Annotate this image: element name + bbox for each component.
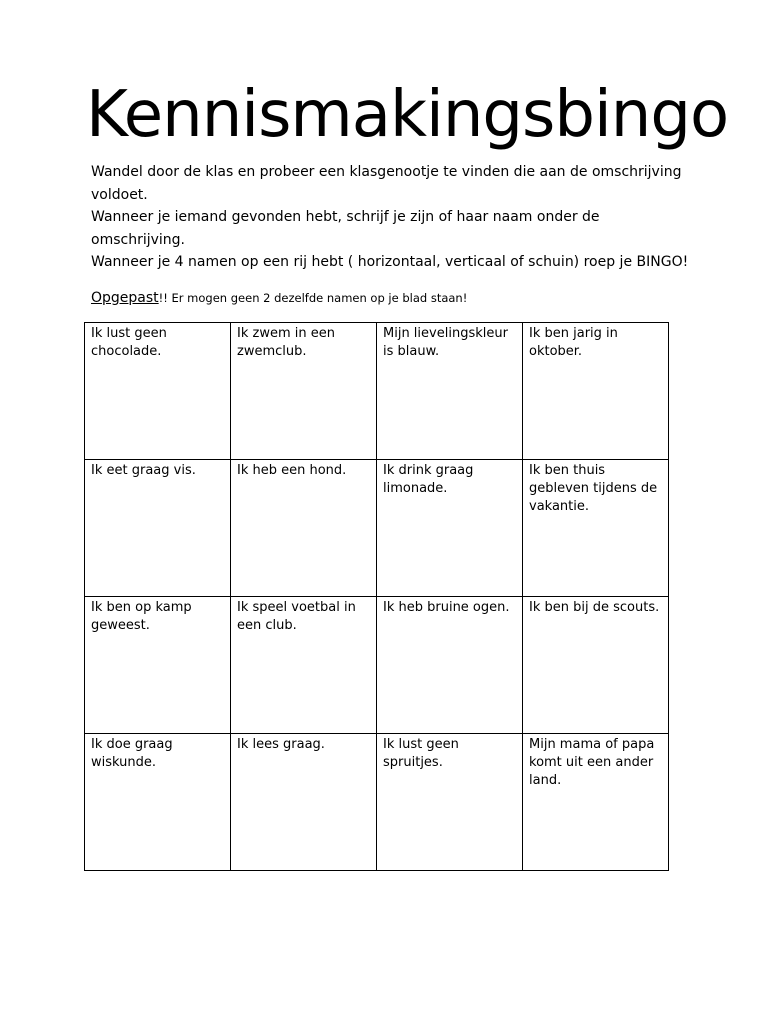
bingo-row: [85, 597, 669, 734]
bingo-cell: Mijn lievelingskleur is blauw.: [377, 323, 523, 460]
bingo-cell: Ik lees graag.: [231, 734, 377, 871]
warning-text: !! Er mogen geen 2 dezelfde namen op je blad staan!: [158, 291, 468, 305]
bingo-cell: Ik ben thuis gebleven tijdens de vakantie.: [523, 460, 669, 597]
instruction-line: Wandel door de klas en probeer een klasgenootje te vinden die aan de omschrijving voldoet.: [91, 164, 682, 203]
bingo-row: [85, 734, 669, 871]
instruction-line: Wanneer je iemand gevonden hebt, schrijf je zijn of haar naam onder de omschrijving.: [91, 209, 600, 248]
bingo-cell: Ik ben bij de scouts.: [523, 597, 669, 734]
bingo-cell: Ik ben jarig in oktober.: [523, 323, 669, 460]
bingo-cell: Ik lust geen spruitjes.: [377, 734, 523, 871]
bingo-cell: Ik heb bruine ogen.: [377, 597, 523, 734]
bingo-cell: Ik heb een hond.: [231, 460, 377, 597]
bingo-row: [85, 323, 669, 460]
bingo-cell: Mijn mama of papa komt uit een ander land.: [523, 734, 669, 871]
bingo-cell: Ik zwem in een zwemclub.: [231, 323, 377, 460]
warning-word: Opgepast: [91, 290, 159, 306]
page-title: Kennismakingsbingo: [86, 78, 729, 152]
warning-note: [91, 287, 467, 308]
bingo-cell: Ik speel voetbal in een club.: [231, 597, 377, 734]
instruction-line: Wanneer je 4 namen op een rij hebt ( horizontaal, verticaal of schuin) roep je BINGO!: [91, 254, 689, 270]
bingo-cell: Ik eet graag vis.: [85, 460, 231, 597]
bingo-cell: Ik doe graag wiskunde.: [85, 734, 231, 871]
instructions: [91, 161, 691, 274]
bingo-grid: [84, 322, 669, 871]
bingo-cell: Ik ben op kamp geweest.: [85, 597, 231, 734]
bingo-row: [85, 460, 669, 597]
bingo-cell: Ik lust geen chocolade.: [85, 323, 231, 460]
bingo-cell: Ik drink graag limonade.: [377, 460, 523, 597]
